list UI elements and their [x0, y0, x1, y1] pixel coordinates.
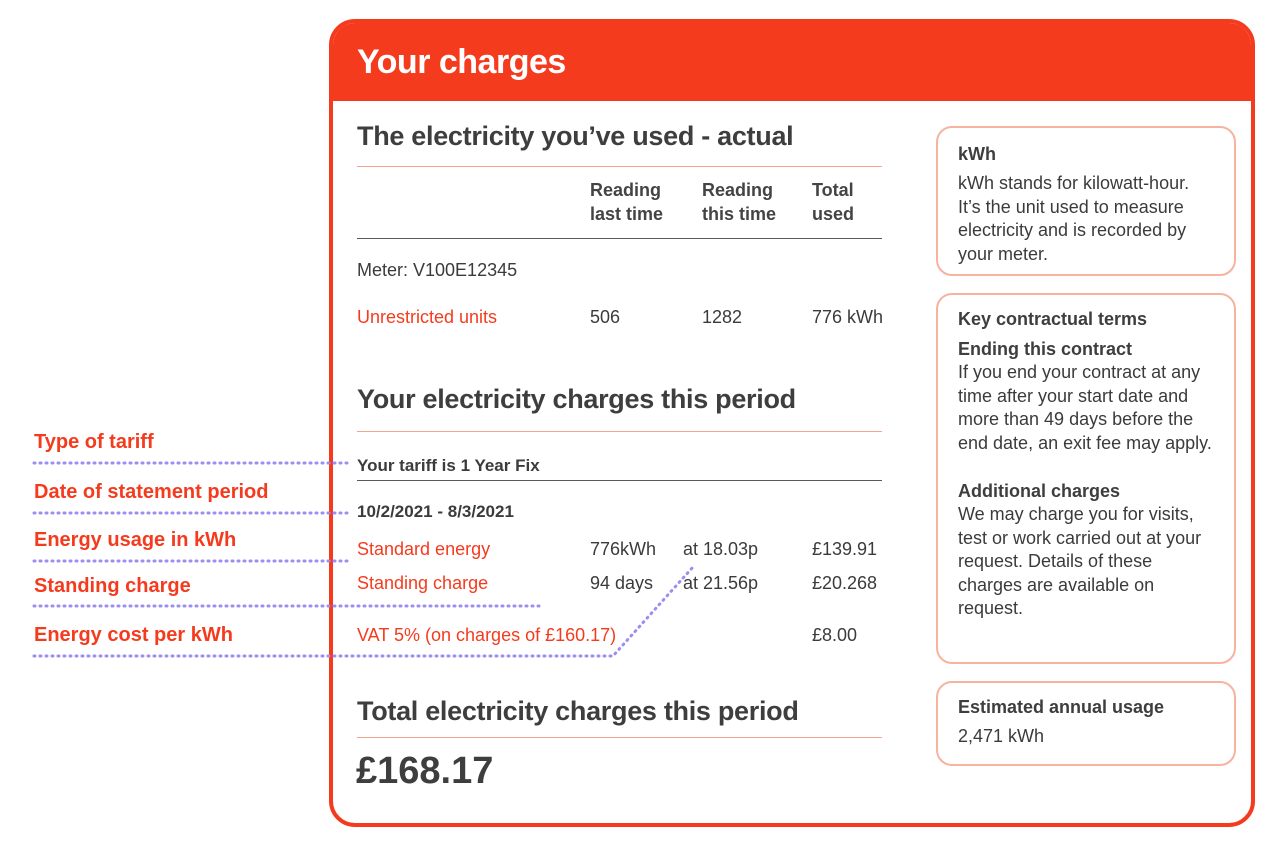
charge-line-amount: £20.268 — [812, 573, 878, 593]
annotation-energy-cost: Energy cost per kWh — [34, 624, 233, 646]
additional-charges-title: Additional charges — [958, 481, 1121, 501]
card-header — [333, 23, 1251, 101]
charge-line-amount: £8.00 — [812, 625, 858, 645]
charge-line-qty: 776kWh — [590, 539, 657, 559]
contract-terms-box — [936, 293, 1236, 664]
charge-line-label: Standard energy — [357, 539, 491, 559]
annual-usage-value: 2,471 kWh — [958, 726, 1045, 746]
annotation-energy-usage: Energy usage in kWh — [34, 529, 237, 551]
tariff-name: Your tariff is 1 Year Fix — [357, 456, 540, 475]
charge-line-qty: 94 days — [590, 573, 654, 593]
usage-heading: The electricity you’ve used - actual — [357, 121, 794, 151]
total-amount: £168.17 — [356, 750, 494, 792]
ending-contract-body: If you end your contract at any time after your start date and more than 49 days before the end date, an exit fee may apply. — [958, 362, 1212, 453]
ending-contract-title: Ending this contract — [958, 339, 1133, 359]
usage-row-total: 776 kWh — [812, 307, 884, 327]
col-total-used: Total used — [812, 180, 855, 224]
additional-charges-body: We may charge you for visits, test or work carried out at your request. Details of these charges are available on request. — [958, 504, 1202, 618]
divider — [357, 480, 882, 481]
annual-usage-title: Estimated annual usage — [958, 697, 1165, 717]
divider — [357, 737, 882, 738]
usage-row-last: 506 — [590, 307, 621, 327]
charge-line-amount: £139.91 — [812, 539, 878, 559]
charge-line-label: VAT 5% (on charges of £160.17) — [357, 625, 617, 645]
col-reading-last: Reading last time — [590, 180, 664, 224]
divider — [357, 238, 882, 239]
total-heading: Total electricity charges this period — [357, 696, 799, 726]
kwh-body: kWh stands for kilowatt-hour. It’s the unit used to measure electricity and is recorded by your meter. — [958, 173, 1190, 264]
card-title: Your charges — [357, 43, 566, 81]
kwh-info-box — [936, 126, 1236, 276]
divider — [357, 431, 882, 432]
annotation-tariff-type: Type of tariff — [34, 431, 154, 453]
annotation-statement-date: Date of statement period — [34, 481, 269, 503]
meter-id: Meter: V100E12345 — [357, 260, 518, 280]
usage-row-this: 1282 — [702, 307, 743, 327]
charge-line-rate: at 21.56p — [683, 573, 759, 593]
divider — [357, 166, 882, 167]
annotation-standing-charge: Standing charge — [34, 575, 191, 597]
charges-heading: Your electricity charges this period — [357, 384, 796, 414]
terms-title: Key contractual terms — [958, 309, 1148, 329]
usage-row-label: Unrestricted units — [357, 307, 498, 327]
col-reading-this: Reading this time — [702, 180, 777, 224]
statement-period: 10/2/2021 - 8/3/2021 — [357, 502, 514, 521]
charge-line-rate: at 18.03p — [683, 539, 759, 559]
kwh-title: kWh — [958, 144, 996, 164]
annual-usage-box — [936, 681, 1236, 766]
charge-line-label: Standing charge — [357, 573, 489, 593]
